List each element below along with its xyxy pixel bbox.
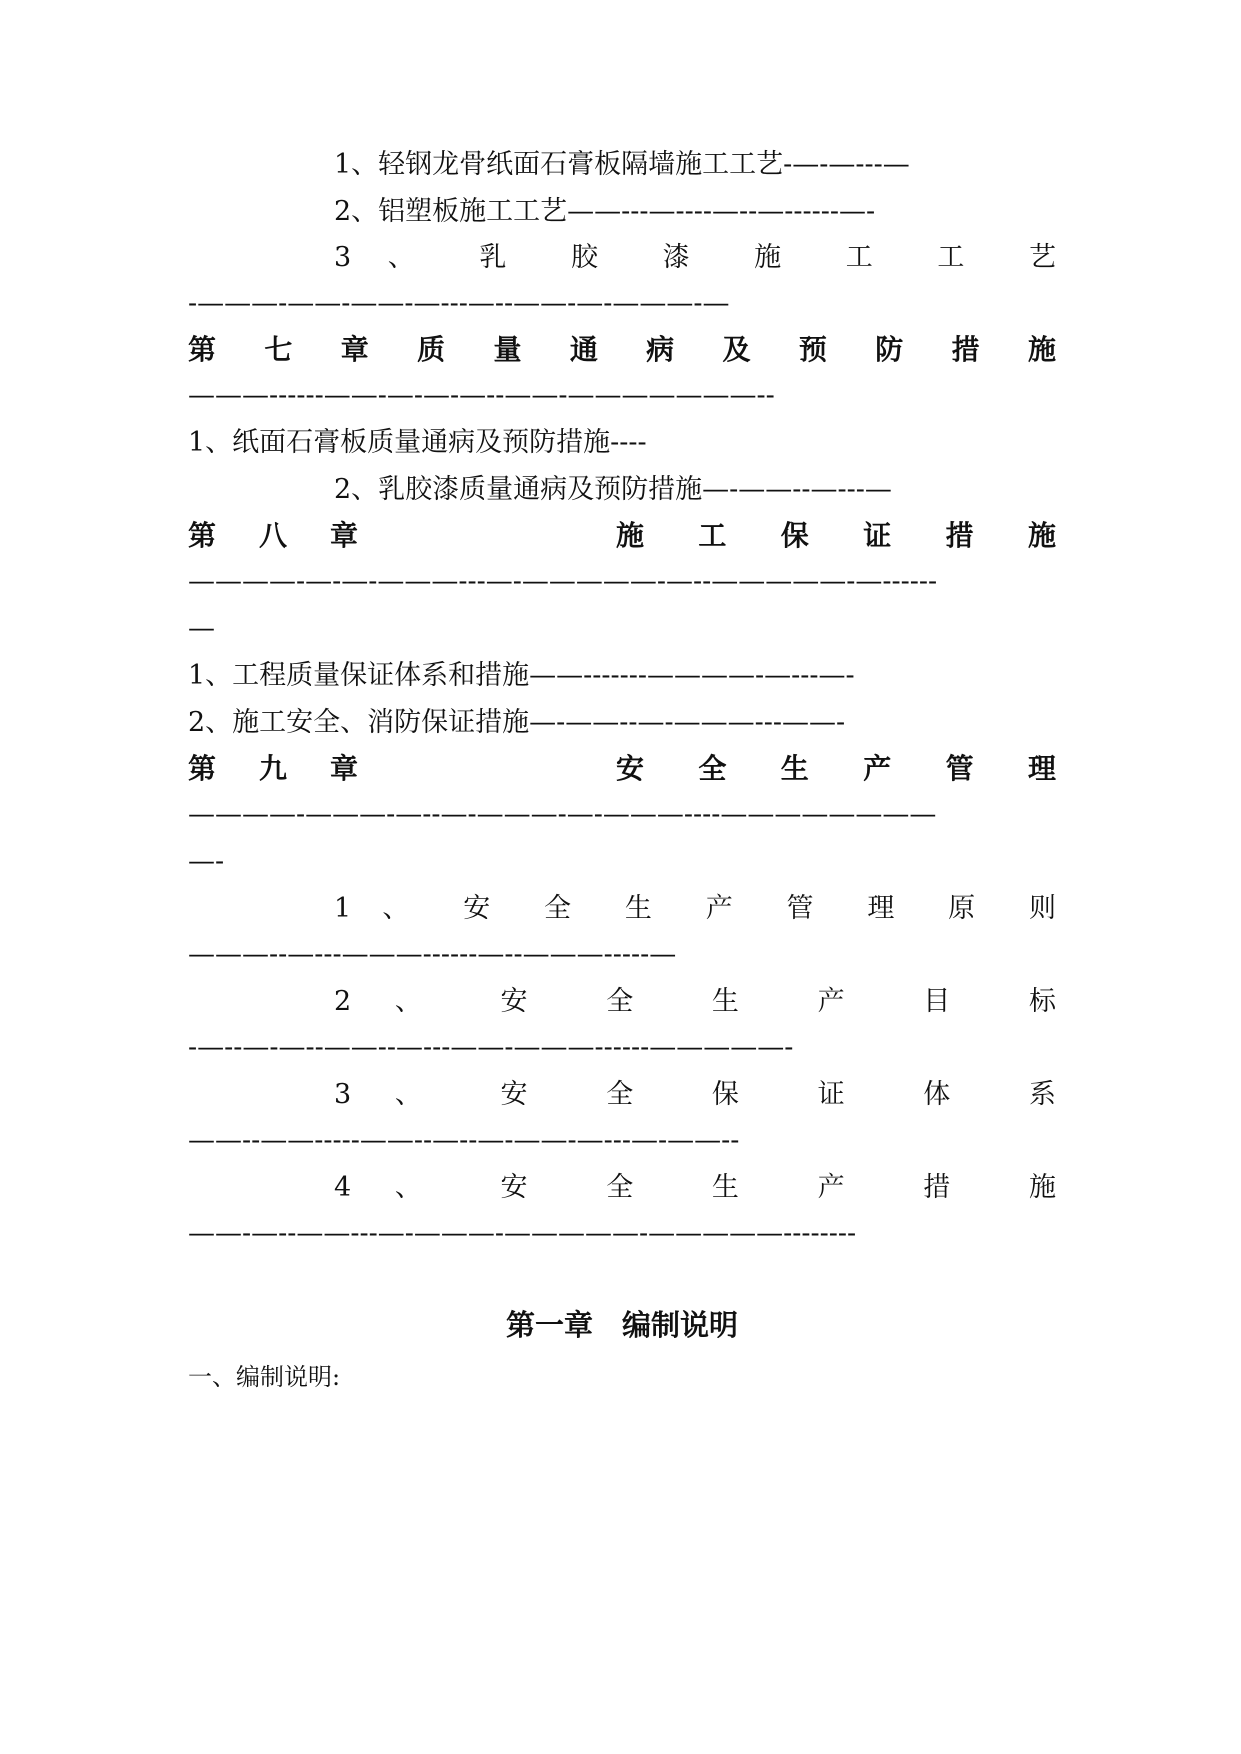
- chapter-title: 施 工 保 证 措 施: [616, 519, 1056, 552]
- toc-entry: 3 、 乳 胶 漆 施 工 工 艺: [334, 242, 1056, 273]
- toc-entry: 1、工程质量保证体系和措施——-------————-—---—-: [188, 660, 855, 691]
- chapter-number: 第 九 章: [188, 752, 358, 785]
- toc-leader: ——--——-----——--—--—-——-—---—-——--: [188, 1125, 740, 1156]
- chapter-number: 第 八 章: [188, 519, 358, 552]
- toc-chapter-9: [188, 752, 1056, 786]
- toc-entry: 1、纸面石膏板质量通病及预防措施----: [188, 427, 647, 458]
- toc-leader: ——-—--——---—-———-—————-—————--------: [188, 1218, 857, 1249]
- toc-entry: 2、施工安全、消防保证措施—-——--—-———---——-: [188, 707, 846, 738]
- section-heading: 一、编制说明:: [188, 1363, 341, 1391]
- toc-chapter-8: [188, 519, 1056, 553]
- toc-entry: 1 、 安 全 生 产 管 理 原 则: [334, 893, 1056, 924]
- toc-leader: —: [188, 613, 215, 644]
- toc-leader: -—--—-—--——--—---——-———------—————-: [188, 1032, 794, 1063]
- toc-entry: 2 、 安 全 生 产 目 标: [334, 986, 1056, 1017]
- toc-entry: 3 、 安 全 保 证 体 系: [334, 1079, 1056, 1110]
- toc-leader: ———------——-—-—-—--——-———————--: [188, 380, 775, 411]
- toc-leader: -———-——-——-—---—--——-—-———-—: [188, 288, 730, 319]
- toc-chapter-7: 第 七 章 质 量 通 病 及 预 防 措 施: [188, 333, 1056, 366]
- toc-leader: ————-—-—-———---—-—————-—--—————-—------: [188, 566, 938, 597]
- chapter-title: 安 全 生 产 管 理: [616, 752, 1056, 785]
- toc-leader: —-: [188, 846, 225, 877]
- toc-entry: 2、乳胶漆质量通病及预防措施—-——--—---—: [334, 474, 892, 505]
- toc-leader: ————-———-—--—-———-—-———----————————: [188, 799, 937, 830]
- toc-leader: ———--—---———------—--———-----—: [188, 939, 677, 970]
- chapter-heading: 第一章 编制说明: [505, 1308, 738, 1342]
- toc-entry: 4 、 安 全 生 产 措 施: [334, 1172, 1056, 1203]
- toc-entry: 1、轻钢龙骨纸面石膏板隔墙施工工艺-—-—---—: [334, 149, 910, 180]
- toc-entry: 2、铝塑板施工工艺——---—----—--—------—-: [334, 196, 876, 227]
